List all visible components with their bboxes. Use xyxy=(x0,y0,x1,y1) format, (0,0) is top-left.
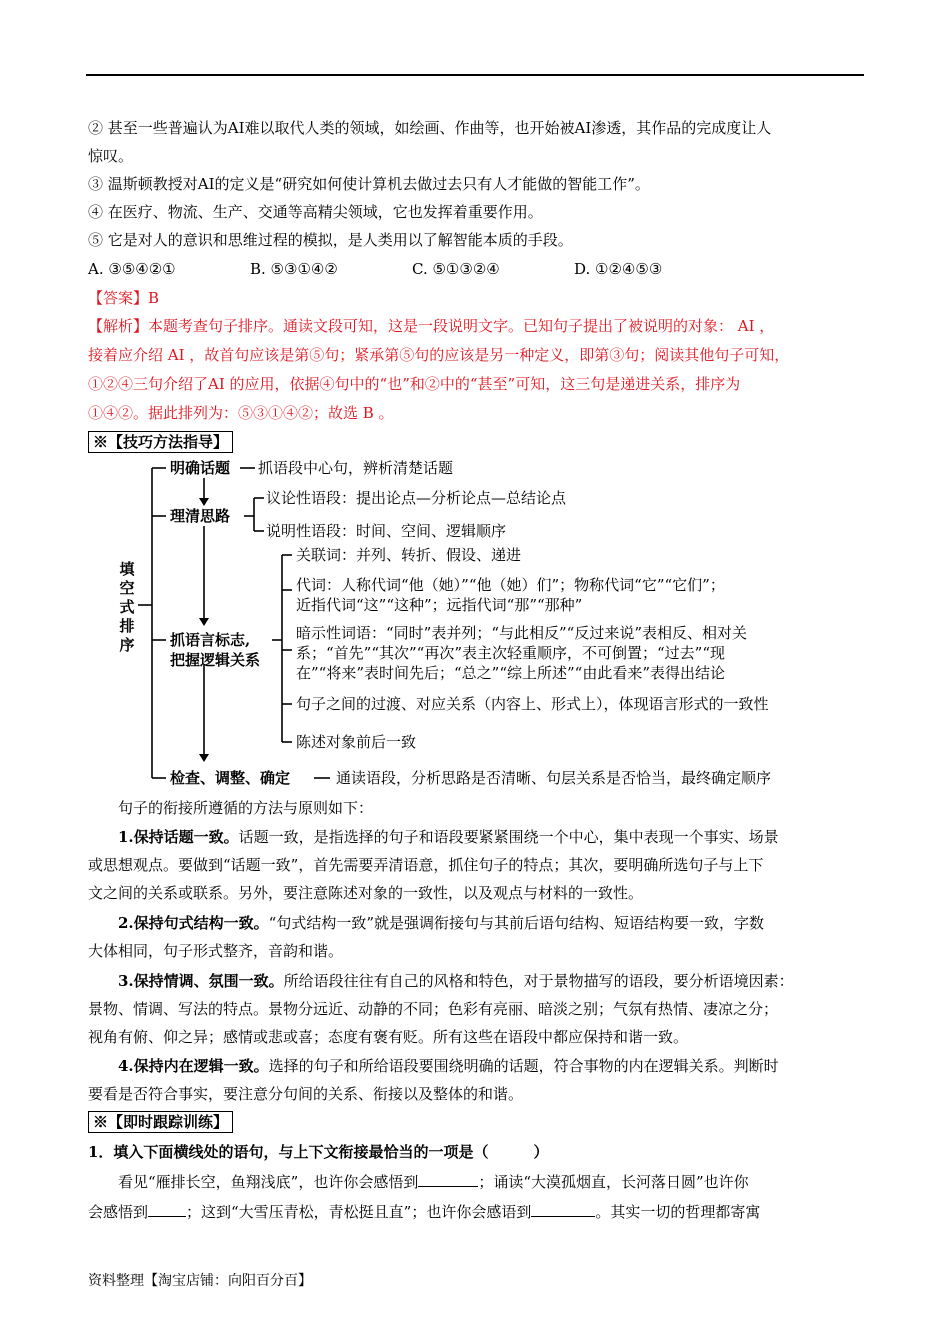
principle-1-text1: 话题一致，是指选择的句子和语段要紧紧围绕一个中心，集中表现一个事实、场景 xyxy=(238,828,779,846)
answer-label: 【答案】B xyxy=(88,289,160,307)
blank-2 xyxy=(148,1202,186,1217)
blank-1 xyxy=(418,1172,478,1187)
sentence-2-line1: ② 甚至一些普遍认为AI难以取代人类的领域，如绘画、作曲等，也开始被AI渗透，其作品的完成度让人 xyxy=(88,119,772,137)
analysis-line3: ①②④三句介绍了AI 的应用，依据④句中的“也”和②中的“甚至”可知，这三句是递进关系，排序为 xyxy=(88,375,741,393)
principle-2-text1: “句式结构一致”就是强调衔接句与其前后语句结构、短语结构要一致，字数 xyxy=(268,914,765,932)
option-b: B. ⑤③①④② xyxy=(250,260,338,278)
analysis-line4: ①④②。据此排列为：⑤③①④②；故选 B 。 xyxy=(88,404,394,422)
node-markers-c1: 暗示性词语：“同时”表并列；“与此相反”“反过来说”表相反、相对关 xyxy=(296,624,748,642)
exercise-text2-b: ；这到“大雪压青松，青松挺且直”；也许你会感语到 xyxy=(186,1203,532,1221)
node-check: 检查、调整、确定 xyxy=(170,769,291,787)
section-title-method: ※【技巧方法指导】 xyxy=(88,431,233,453)
header-rule xyxy=(86,74,864,76)
principle-3-title: 3.保持情调、氛围一致。 xyxy=(118,972,284,990)
analysis-line1: 【解析】本题考查句子排序。通读文段可知，这是一段说明文字。已知句子提出了被说明的对象： AI ， xyxy=(88,317,775,335)
diagram-root: 填空式排序 xyxy=(119,560,135,654)
sentence-3: ③ 温斯顿教授对AI的定义是“研究如何使计算机去做过去只有人才能做的智能工作”。 xyxy=(88,175,650,193)
node-topic: 明确话题 xyxy=(170,459,231,477)
principle-1-line2: 或思想观点。要做到“话题一致”，首先需要弄清语意，抓住句子的特点；其次，要明确所选句子与上下 xyxy=(88,856,764,874)
node-markers-line2: 把握逻辑关系 xyxy=(170,651,261,669)
exercise-text1-a: 看见“雁排长空，鱼翔浅底”，也许你会感悟到 xyxy=(118,1173,419,1191)
principle-1-line1 xyxy=(118,827,779,847)
option-a: A. ③⑤④②① xyxy=(88,260,176,278)
exercise-text-line2 xyxy=(88,1202,760,1222)
node-markers-a: 关联词：并列、转折、假设、递进 xyxy=(296,546,522,564)
exercise-text-line1 xyxy=(118,1172,749,1192)
node-thinking: 理清思路 xyxy=(170,507,231,525)
principle-2-title: 2.保持句式结构一致。 xyxy=(118,914,269,932)
node-check-desc: 通读语段，分析思路是否清晰、句层关系是否恰当，最终确定顺序 xyxy=(336,769,772,787)
options-row xyxy=(88,259,736,279)
principle-4-line2: 要看是否符合事实，要注意分句间的关系、衔接以及整体的和谐。 xyxy=(88,1085,524,1103)
node-markers-line1: 抓语言标志, xyxy=(170,631,251,649)
sentence-4: ④ 在医疗、物流、生产、交通等高精尖领域，它也发挥着重要作用。 xyxy=(88,203,543,221)
principle-3-text1: 所给语段往往有自己的风格和特色，对于景物描写的语段，要分析语境因素： xyxy=(283,972,794,990)
principle-4-title: 4.保持内在逻辑一致。 xyxy=(118,1057,269,1075)
blank-3 xyxy=(531,1202,595,1217)
principle-2-line1 xyxy=(118,913,764,933)
exercise-text1-b: ；诵读“大漠孤烟直，长河落日圆”也许你 xyxy=(478,1173,749,1191)
section-title-practice: ※【即时跟踪训练】 xyxy=(88,1111,233,1133)
principle-2-line2: 大体相同，句子形式整齐，音韵和谐。 xyxy=(88,942,344,960)
exercise-text2-c: 。其实一切的哲理都寄寓 xyxy=(595,1203,761,1221)
principles-intro: 句子的衔接所遵循的方法与原则如下： xyxy=(118,799,374,817)
node-markers-e: 陈述对象前后一致 xyxy=(296,733,417,751)
principle-1-title: 1.保持话题一致。 xyxy=(118,828,239,846)
node-markers-b2: 近指代词“这”“这种”；远指代词“那”“那种” xyxy=(296,596,583,614)
principle-4-line1 xyxy=(118,1056,779,1076)
principle-3-line2: 景物、情调、写法的特点。景物分远近、动静的不同；色彩有亮丽、暗淡之别；气氛有热情、凄凉之分； xyxy=(88,1000,779,1018)
footer-source: 资料整理【淘宝店铺：向阳百分百】 xyxy=(88,1273,312,1289)
analysis-line2: 接着应介绍 AI ，故首句应该是第⑤句；紧承第⑤句的应该是另一种定义，即第③句；阅读其他句子可知， xyxy=(88,346,790,364)
node-thinking-a: 议论性语段：提出论点—分析论点—总结论点 xyxy=(266,489,567,507)
principle-3-line3: 视角有俯、仰之异；感情或悲或喜；态度有褒有贬。所有这些在语段中都应保持和谐一致。 xyxy=(88,1028,689,1046)
principle-4-text1: 选择的句子和所给语段要围绕明确的话题，符合事物的内在逻辑关系。判断时 xyxy=(268,1057,779,1075)
principle-1-line3: 文之间的关系或联系。另外，要注意陈述对象的一致性，以及观点与材料的一致性。 xyxy=(88,884,644,902)
exercise-question-1: 1．填入下面横线处的语句，与上下文衔接最恰当的一项是（ ） xyxy=(88,1143,549,1161)
node-markers-c3: 在”“将来”表时间先后；“总之”“综上所述”“由此看来”表得出结论 xyxy=(296,664,726,682)
principle-3-line1 xyxy=(118,971,794,991)
node-markers-d: 句子之间的过渡、对应关系（内容上、形式上），体现语言形式的一致性 xyxy=(296,695,769,713)
exercise-text2-a: 会感悟到 xyxy=(88,1203,149,1221)
option-d: D. ①②④⑤③ xyxy=(574,260,663,278)
node-markers-b1: 代词：人称代词“他（她）”“他（她）们”；物称代词“它”“它们”； xyxy=(296,576,725,594)
sentence-5: ⑤ 它是对人的意识和思维过程的模拟，是人类用以了解智能本质的手段。 xyxy=(88,231,573,249)
sentence-2-line2: 惊叹。 xyxy=(88,147,134,165)
option-c: C. ⑤①③②④ xyxy=(412,260,500,278)
node-thinking-b: 说明性语段：时间、空间、逻辑顺序 xyxy=(266,522,507,540)
node-topic-desc: 抓语段中心句，辨析清楚话题 xyxy=(258,459,454,477)
node-markers-c2: 系；“首先”“其次”“再次”表主次轻重顺序，不可倒置；“过去”“现 xyxy=(296,644,726,662)
